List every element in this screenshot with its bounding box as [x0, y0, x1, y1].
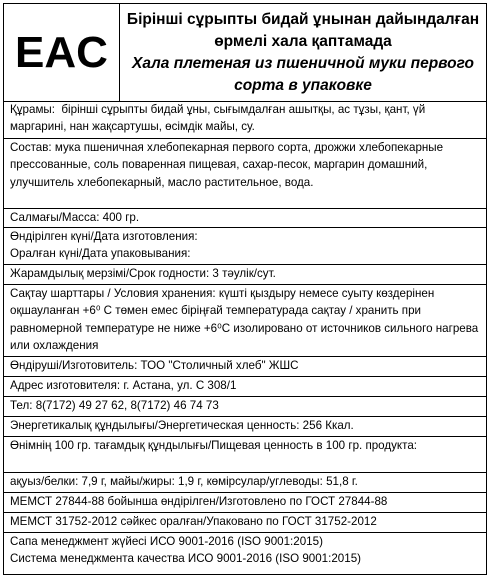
product-label — [3, 3, 487, 575]
product-title — [120, 4, 486, 101]
manufacturer-row: Өндіруші/Изготовитель: ТОО "Столичный хлеб" ЖШС — [4, 356, 486, 376]
gost-production-row: МЕМСТ 27844-88 бойынша өндірілген/Изготовлено по ГОСТ 27844-88 — [4, 492, 486, 512]
phone-row: Тел: 8(7172) 49 27 62, 8(7172) 46 74 73 — [4, 396, 486, 416]
product-title-kz: Бірінші сұрыпты бидай ұнынан дайындалған өрмелі хала қаптамада — [126, 10, 480, 50]
shelf-life-row: Жарамдылық мерзімі/Срок годности: 3 тәулік/сут. — [4, 264, 486, 284]
composition-kz-row: Құрамы: бірінші сұрыпты бидай ұны, сығымдалған ашытқы, ас тұзы, қант, үй маргарині, нан жақсартушы, өсімдік майы, су. — [10, 103, 429, 134]
label-header — [4, 4, 486, 102]
info-rows — [4, 101, 486, 569]
nutrition-header-row: Өнімнің 100 гр. тағамдық құндылығы/Пищевая ценность в 100 гр. продукта: — [4, 436, 486, 472]
composition-ru-row: Состав: мука пшеничная хлебопекарная первого сорта, дрожжи хлебопекарные прессованные, соль поваренная пищевая, сахар-песок, маргарин домашний, улучшитель хлебопекарный, масло растительное, вода. — [4, 138, 486, 208]
quality-management-row: Сапа менеджмент жүйесі ИСО 9001-2016 (ISO 9001:2015) Система менеджмента качества ИСО 9001-2016 (ISO 9001:2015) — [4, 532, 486, 569]
eac-mark-box — [4, 4, 120, 101]
address-row: Адрес изготовителя: г. Астана, ул. С 308/1 — [4, 376, 486, 396]
dates-row: Өндірілген күні/Дата изготовления: Оралған күні/Дата упаковывания: — [4, 227, 486, 264]
eac-mark: EAC — [15, 27, 108, 77]
weight-row: Салмағы/Масса: 400 гр. — [4, 208, 486, 227]
energy-value-row: Энергетикалық құндылығы/Энергетическая ценность: 256 Ккал. — [4, 416, 486, 436]
storage-conditions-row: Сақтау шарттары / Условия хранения: күшті қыздыру немесе суыту көздерінен оқшауланған +6⁰ С төмен емес біріңғай температурада сақтау / хранить при равномерной температуре не ниже +6⁰С изолировано от источников сильного нагрева или охлаждения — [4, 284, 486, 356]
product-title-ru: Хала плетеная из пшеничной муки первого сорта в упаковке — [132, 54, 474, 94]
gost-packaging-row: МЕМСТ 31752-2012 сәйкес оралған/Упаковано по ГОСТ 31752-2012 — [4, 512, 486, 532]
nutrition-values-row: ақуыз/белки: 7,9 г, майы/жиры: 1,9 г, көмірсулар/углеводы: 51,8 г. — [4, 472, 486, 492]
